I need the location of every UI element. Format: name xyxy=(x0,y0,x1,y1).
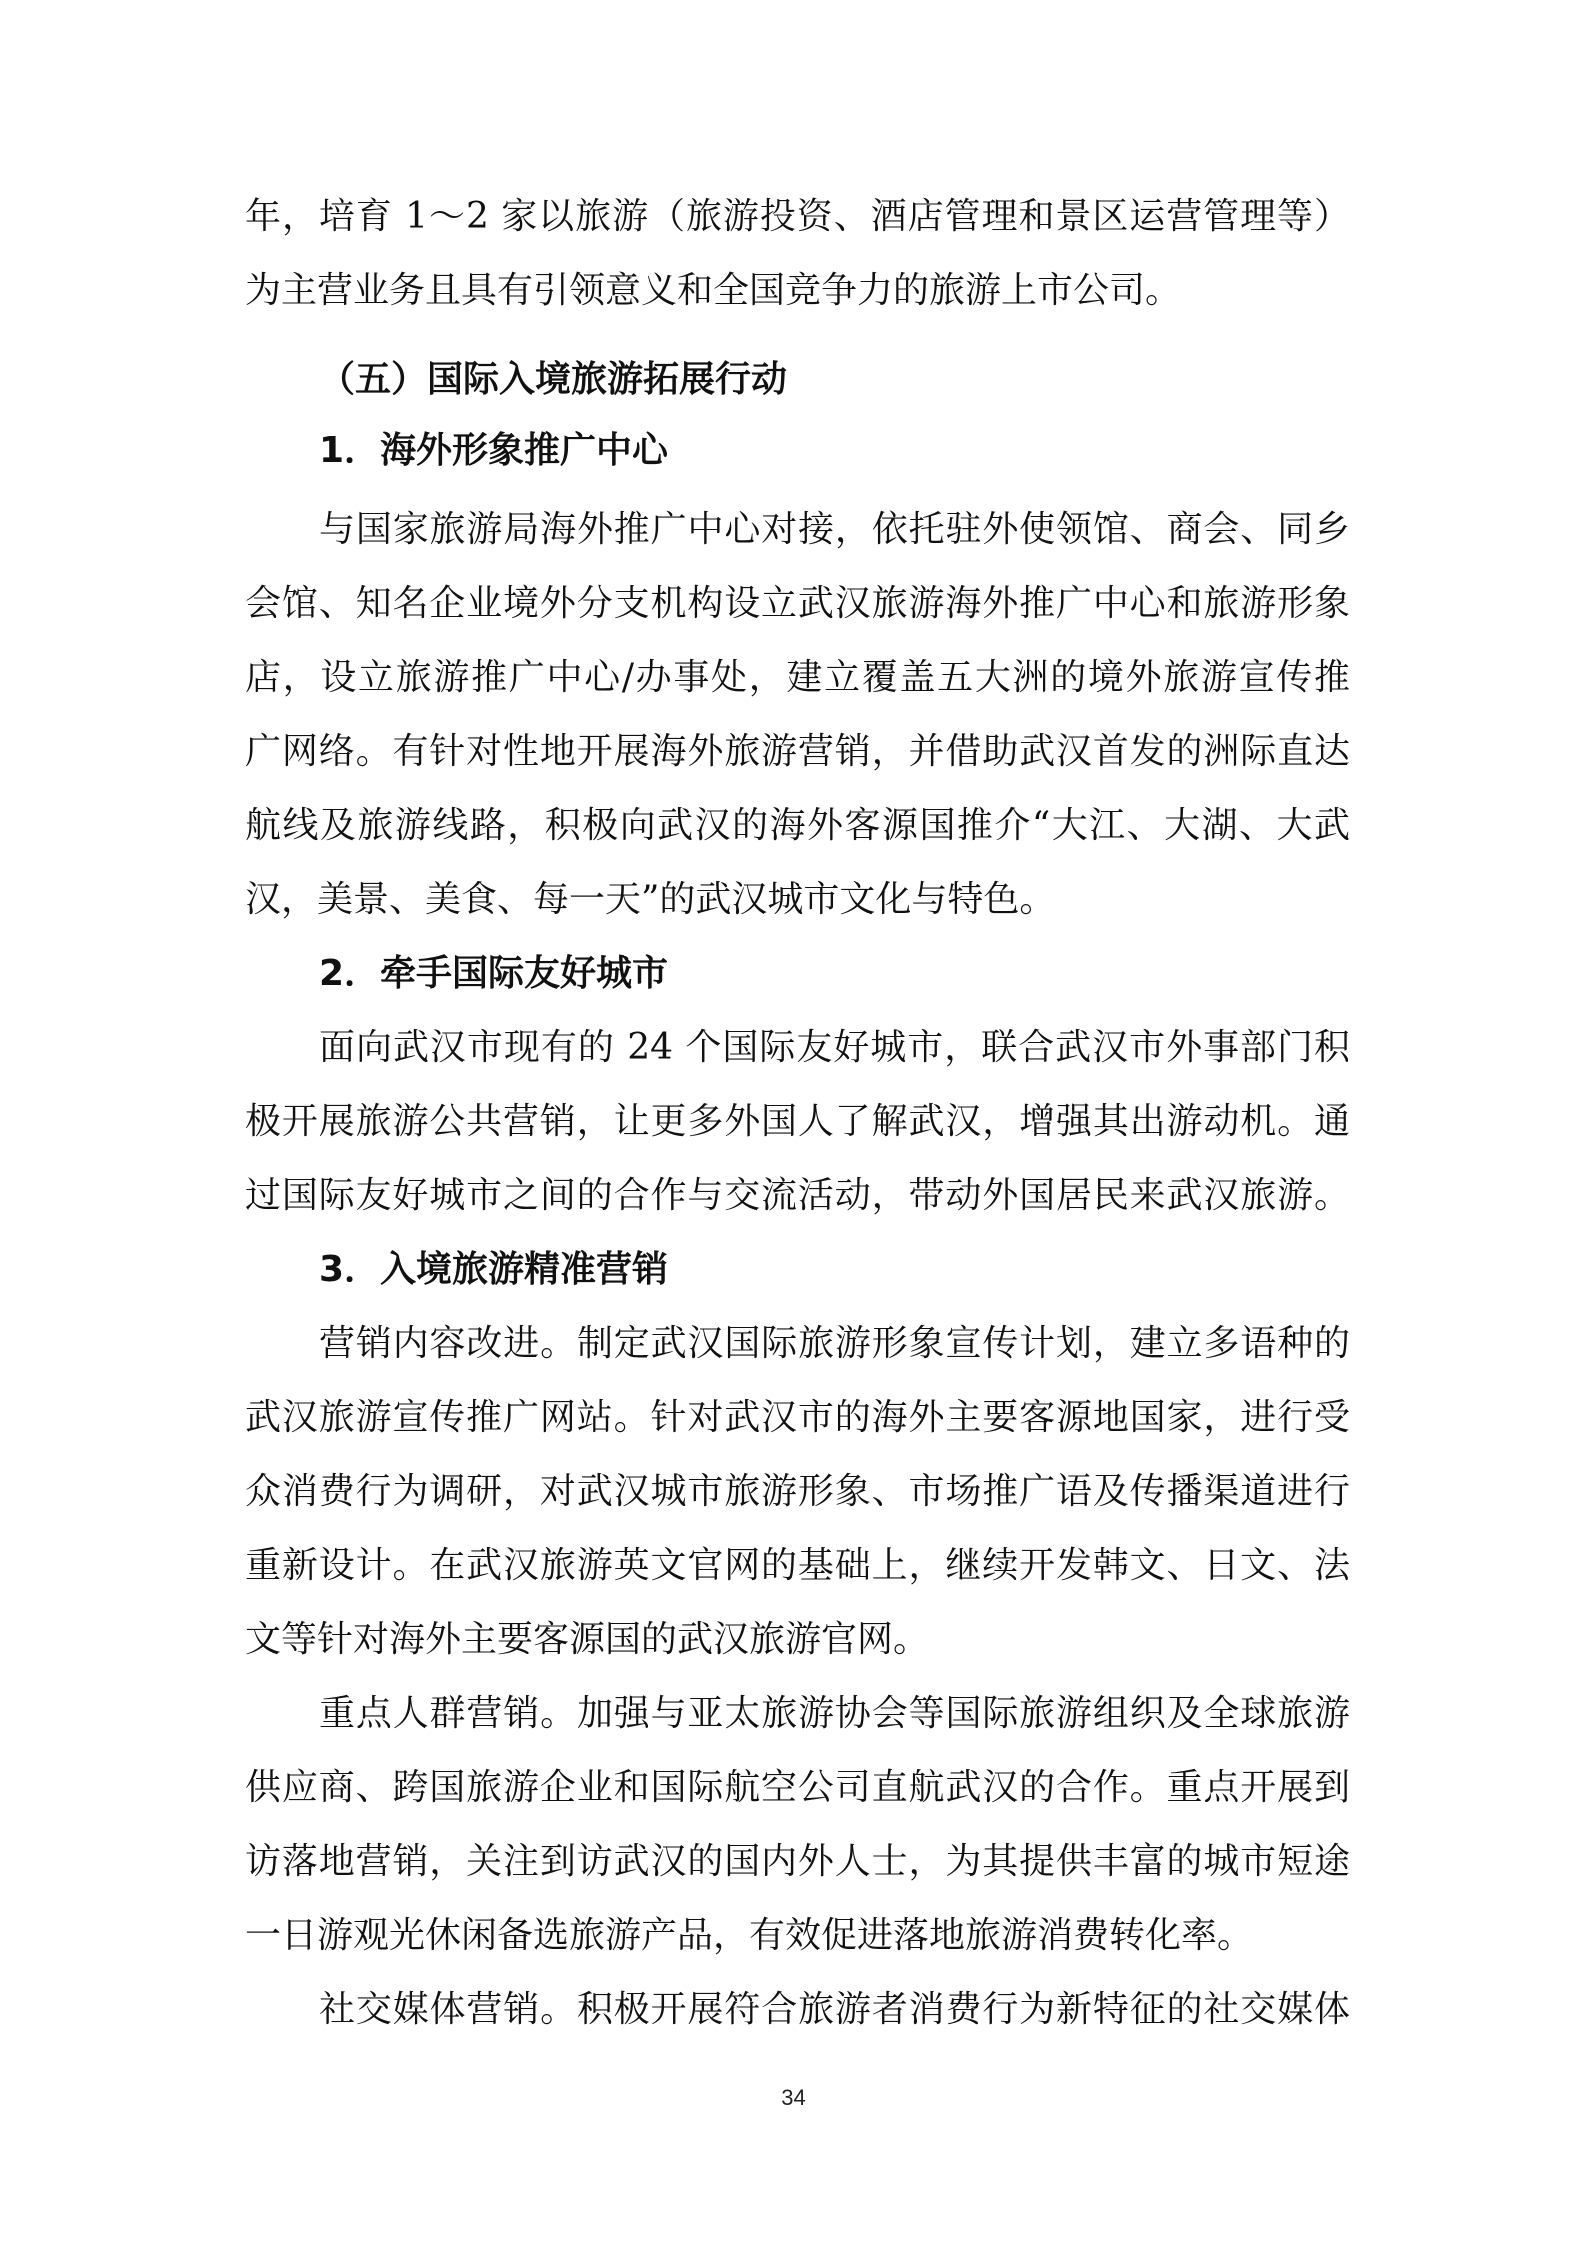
paragraph-line: 面向武汉市现有的 24 个国际友好城市，联合武汉市外事部门积 xyxy=(319,1027,1350,1068)
paragraph-line: 社交媒体营销。积极开展符合旅游者消费行为新特征的社交媒体 xyxy=(319,1989,1350,2030)
paragraph-line: 航线及旅游线路，积极向武汉的海外客源国推介“大江、大湖、大武 xyxy=(245,805,1350,846)
paragraph-line: 为主营业务且具有引领意义和全国竞争力的旅游上市公司。 xyxy=(245,270,1182,311)
paragraph-line: 武汉旅游宣传推广网站。针对武汉市的海外主要客源地国家，进行受 xyxy=(245,1397,1350,1438)
paragraph-line: 一日游观光休闲备选旅游产品，有效促进落地旅游消费转化率。 xyxy=(245,1915,1254,1956)
paragraph-line: 汉，美景、美食、每一天”的武汉城市文化与特色。 xyxy=(245,879,1056,920)
paragraph-line: 众消费行为调研，对武汉城市旅游形象、市场推广语及传播渠道进行 xyxy=(245,1471,1350,1512)
paragraph-line: 供应商、跨国旅游企业和国际航空公司直航武汉的合作。重点开展到 xyxy=(245,1767,1350,1808)
paragraph-line: 会馆、知名企业境外分支机构设立武汉旅游海外推广中心和旅游形象 xyxy=(245,583,1350,624)
paragraph-line: 广网络。有针对性地开展海外旅游营销，并借助武汉首发的洲际直达 xyxy=(245,731,1350,772)
paragraph-line: 店，设立旅游推广中心/办事处，建立覆盖五大洲的境外旅游宣传推 xyxy=(245,657,1350,698)
paragraph-line: 营销内容改进。制定武汉国际旅游形象宣传计划，建立多语种的 xyxy=(319,1323,1350,1364)
subsection-heading: 2．牵手国际友好城市 xyxy=(319,953,669,994)
paragraph-line: 与国家旅游局海外推广中心对接，依托驻外使领馆、商会、同乡 xyxy=(319,509,1350,550)
paragraph-line: 重新设计。在武汉旅游英文官网的基础上，继续开发韩文、日文、法 xyxy=(245,1545,1350,1586)
paragraph-line: 重点人群营销。加强与亚太旅游协会等国际旅游组织及全球旅游 xyxy=(319,1693,1350,1734)
page-number: 34 xyxy=(781,2085,806,2110)
paragraph-line: 年，培育 1～2 家以旅游（旅游投资、酒店管理和景区运营管理等） xyxy=(245,196,1350,237)
section-heading: （五）国际入境旅游拓展行动 xyxy=(319,359,788,400)
subsection-heading: 1．海外形象推广中心 xyxy=(319,430,669,471)
paragraph-line: 访落地营销，关注到访武汉的国内外人士，为其提供丰富的城市短途 xyxy=(245,1841,1350,1882)
paragraph-line: 过国际友好城市之间的合作与交流活动，带动外国居民来武汉旅游。 xyxy=(245,1175,1350,1216)
subsection-heading: 3．入境旅游精准营销 xyxy=(319,1249,669,1290)
paragraph-line: 极开展旅游公共营销，让更多外国人了解武汉，增强其出游动机。通 xyxy=(245,1101,1350,1142)
paragraph-line: 文等针对海外主要客源国的武汉旅游官网。 xyxy=(245,1619,930,1660)
